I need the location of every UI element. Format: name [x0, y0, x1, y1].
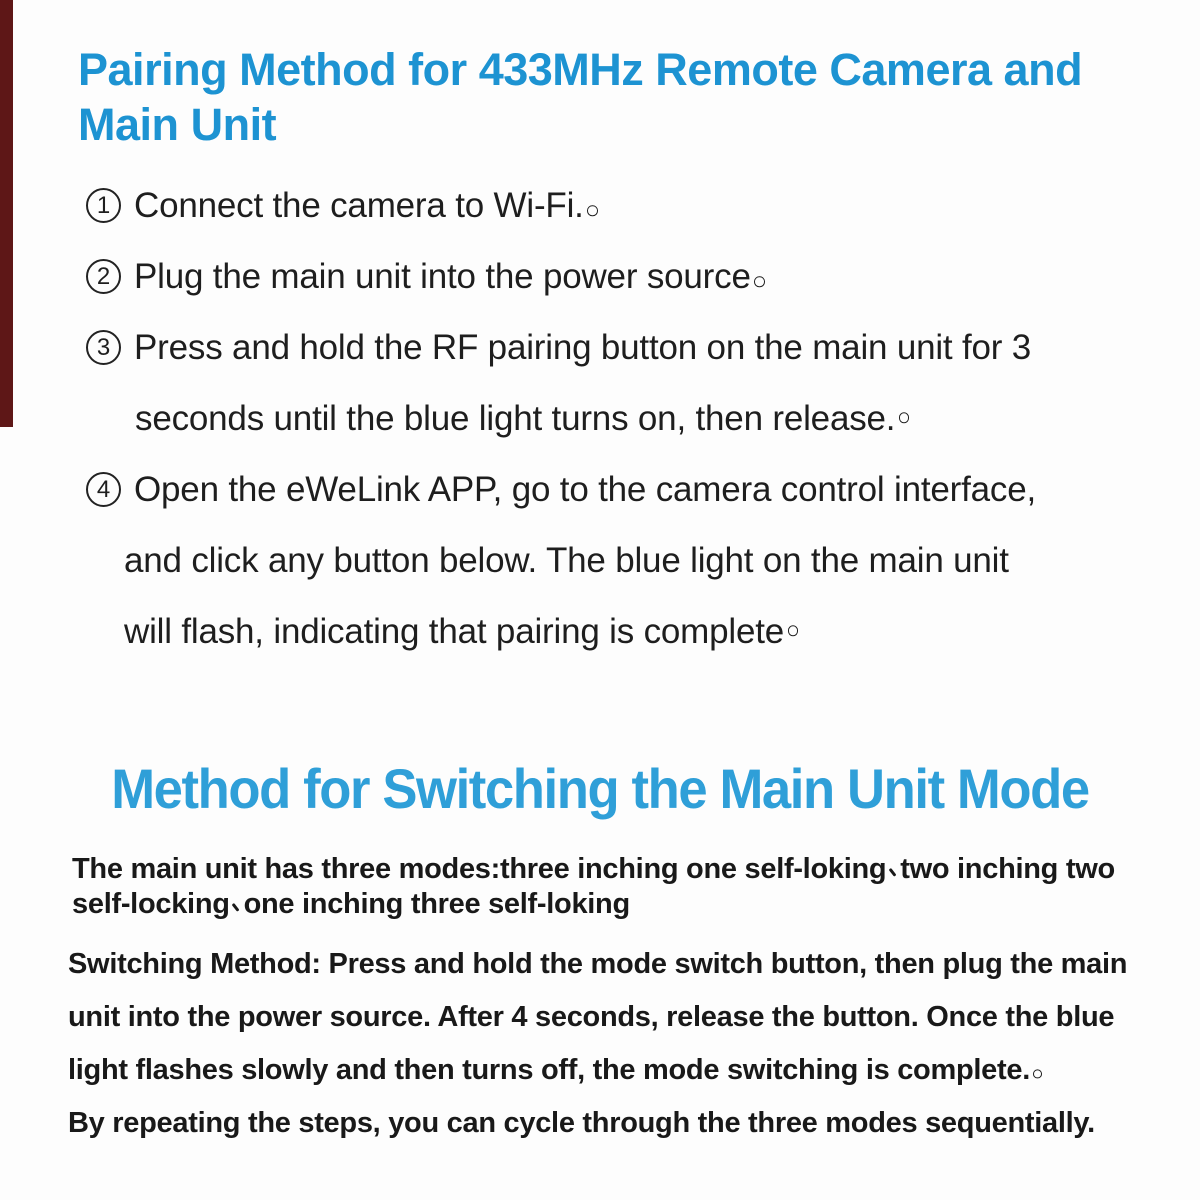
step-3-number-circle: 3 — [86, 330, 121, 365]
left-edge-red-bar — [0, 0, 13, 427]
step-4-text-line1: Open the eWeLink APP, go to the camera control interface, — [134, 469, 1037, 509]
pairing-steps-list — [86, 170, 1191, 667]
step-4-text-line3: will flash, indicating that pairing is complete — [86, 596, 1191, 667]
pairing-title-line2: Main Unit — [78, 99, 277, 150]
step-3-text-line2: seconds until the blue light turns on, then release. — [86, 383, 1191, 454]
step-2 — [86, 241, 1191, 312]
switching-method-line1: Switching Method: Press and hold the mode switch button, then plug the main — [68, 948, 1128, 980]
mode-section-title: Method for Switching the Main Unit Mode — [111, 757, 1089, 820]
step-4 — [86, 454, 1191, 525]
mode-intro-line1: The main unit has three modes:three inching one self-loking two inching two — [72, 853, 1115, 885]
switching-method-line3: light flashes slowly and then turns off, the mode switching is complete. — [68, 1044, 1163, 1097]
step-2-number-circle: 2 — [86, 259, 121, 294]
pairing-title-line1: Pairing Method for 433MHz Remote Camera and — [78, 44, 1083, 95]
step-4-number-circle: 4 — [86, 472, 121, 507]
step-3-text-line1: Press and hold the RF pairing button on the main unit for 3 — [134, 327, 1032, 367]
step-1-number-circle: 1 — [86, 188, 121, 223]
step-3 — [86, 312, 1191, 383]
step-4-text-line2: and click any button below. The blue light on the main unit — [124, 540, 1009, 580]
step-2-text: Plug the main unit into the power source — [134, 257, 766, 297]
pairing-section-title — [78, 42, 1082, 152]
step-1 — [86, 170, 1191, 241]
switching-method-line4: By repeating the steps, you can cycle through the three modes sequentially. — [68, 1107, 1095, 1139]
mode-intro-line2: self-locking one inching three self-loking — [72, 888, 630, 920]
switching-method-line2: unit into the power source. After 4 seconds, release the button. Once the blue — [68, 1001, 1115, 1033]
mode-intro-paragraph — [72, 852, 1157, 922]
switching-method-paragraph — [68, 938, 1163, 1150]
step-1-text: Connect the camera to Wi-Fi. — [134, 186, 599, 226]
